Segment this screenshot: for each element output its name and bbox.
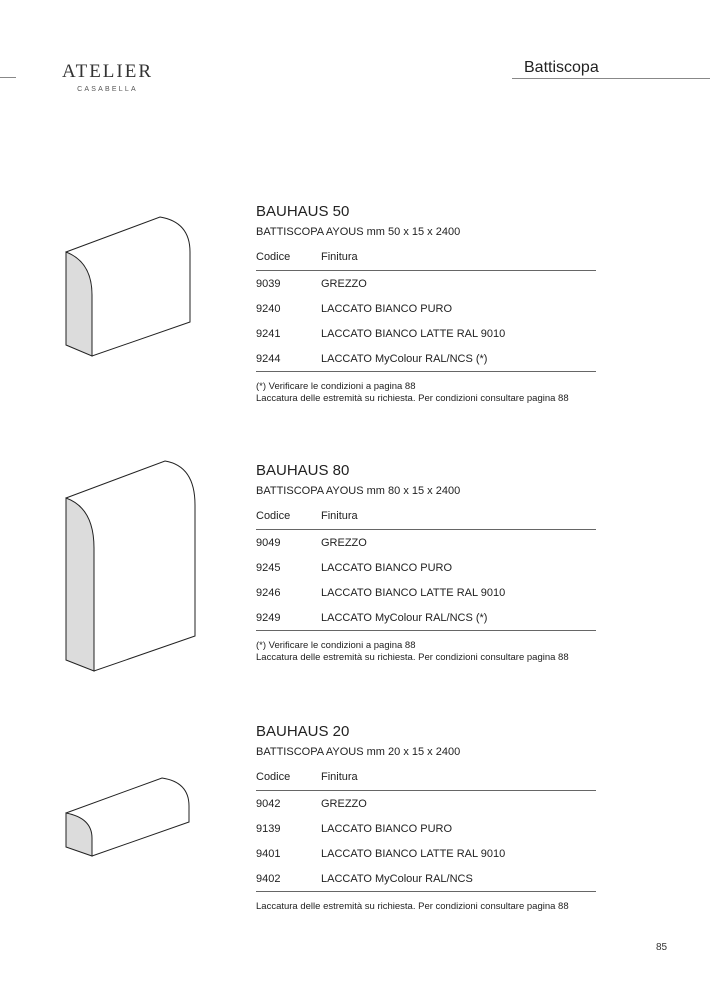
finish-cell: LACCATO MyColour RAL/NCS bbox=[321, 866, 596, 892]
finish-table bbox=[256, 510, 596, 631]
table-row bbox=[256, 321, 596, 346]
table-row bbox=[256, 866, 596, 892]
header-left-rule bbox=[0, 77, 16, 78]
product-bauhaus-80 bbox=[256, 462, 596, 664]
header-right-rule bbox=[512, 78, 710, 79]
bauhaus-80-profile-illustration bbox=[60, 455, 205, 677]
bauhaus-50-profile-illustration bbox=[60, 210, 200, 360]
finish-cell: LACCATO BIANCO PURO bbox=[321, 822, 453, 835]
bauhaus-20-profile-illustration bbox=[60, 772, 195, 862]
finish-cell: LACCATO MyColour RAL/NCS (*) bbox=[321, 605, 596, 631]
code-cell: 9049 bbox=[256, 536, 281, 549]
code-cell: 9244 bbox=[256, 346, 321, 372]
note-line: Laccatura delle estremità su richiesta. Per condizioni consultare pagina 88 bbox=[256, 393, 569, 404]
code-cell: 9402 bbox=[256, 866, 321, 892]
note-line: Laccatura delle estremità su richiesta. Per condizioni consultare pagina 88 bbox=[256, 901, 569, 912]
product-title: BAUHAUS 50 bbox=[256, 203, 350, 220]
product-subtitle: BATTISCOPA AYOUS mm 50 x 15 x 2400 bbox=[256, 226, 461, 238]
code-cell: 9139 bbox=[256, 822, 281, 835]
table-row bbox=[256, 605, 596, 631]
table-row bbox=[256, 346, 596, 372]
brand-name: ATELIER bbox=[61, 61, 154, 82]
column-header-finish: Finitura bbox=[321, 251, 596, 271]
code-cell: 9245 bbox=[256, 561, 281, 574]
product-notes bbox=[256, 901, 596, 913]
table-row bbox=[256, 555, 596, 580]
brand-logo bbox=[40, 62, 175, 93]
table-row bbox=[256, 816, 596, 841]
finish-table bbox=[256, 771, 596, 892]
finish-cell: LACCATO BIANCO PURO bbox=[321, 302, 453, 315]
note-line: (*) Verificare le condizioni a pagina 88 bbox=[256, 640, 416, 651]
product-bauhaus-50 bbox=[256, 203, 596, 405]
product-subtitle: BATTISCOPA AYOUS mm 80 x 15 x 2400 bbox=[256, 485, 461, 497]
product-title: BAUHAUS 80 bbox=[256, 462, 350, 479]
brand-subtitle: CASABELLA bbox=[77, 86, 138, 93]
code-cell: 9240 bbox=[256, 302, 281, 315]
code-cell: 9246 bbox=[256, 586, 281, 599]
table-row bbox=[256, 580, 596, 605]
finish-cell: LACCATO BIANCO LATTE RAL 9010 bbox=[321, 586, 506, 599]
table-row bbox=[256, 296, 596, 321]
product-notes bbox=[256, 381, 596, 405]
product-bauhaus-20 bbox=[256, 723, 596, 913]
page-number: 85 bbox=[656, 942, 668, 953]
finish-cell: LACCATO BIANCO LATTE RAL 9010 bbox=[321, 327, 506, 340]
column-header-code: Codice bbox=[256, 251, 321, 271]
column-header-code: Codice bbox=[256, 510, 321, 530]
code-cell: 9249 bbox=[256, 605, 321, 631]
finish-table bbox=[256, 251, 596, 372]
finish-cell: GREZZO bbox=[321, 277, 367, 290]
column-header-finish: Finitura bbox=[321, 771, 596, 791]
code-cell: 9401 bbox=[256, 847, 281, 860]
section-title: Battiscopa bbox=[524, 59, 599, 76]
product-title: BAUHAUS 20 bbox=[256, 723, 350, 740]
finish-cell: GREZZO bbox=[321, 797, 367, 810]
finish-cell: GREZZO bbox=[321, 536, 367, 549]
product-subtitle: BATTISCOPA AYOUS mm 20 x 15 x 2400 bbox=[256, 746, 461, 758]
note-line: (*) Verificare le condizioni a pagina 88 bbox=[256, 381, 416, 392]
code-cell: 9042 bbox=[256, 797, 281, 810]
code-cell: 9241 bbox=[256, 327, 281, 340]
table-row bbox=[256, 841, 596, 866]
code-cell: 9039 bbox=[256, 277, 281, 290]
finish-cell: LACCATO BIANCO PURO bbox=[321, 561, 453, 574]
finish-cell: LACCATO MyColour RAL/NCS (*) bbox=[321, 346, 596, 372]
note-line: Laccatura delle estremità su richiesta. Per condizioni consultare pagina 88 bbox=[256, 652, 569, 663]
column-header-finish: Finitura bbox=[321, 510, 596, 530]
finish-cell: LACCATO BIANCO LATTE RAL 9010 bbox=[321, 847, 506, 860]
table-row bbox=[256, 791, 596, 817]
table-row bbox=[256, 530, 596, 556]
column-header-code: Codice bbox=[256, 771, 321, 791]
product-notes bbox=[256, 640, 596, 664]
table-row bbox=[256, 271, 596, 297]
